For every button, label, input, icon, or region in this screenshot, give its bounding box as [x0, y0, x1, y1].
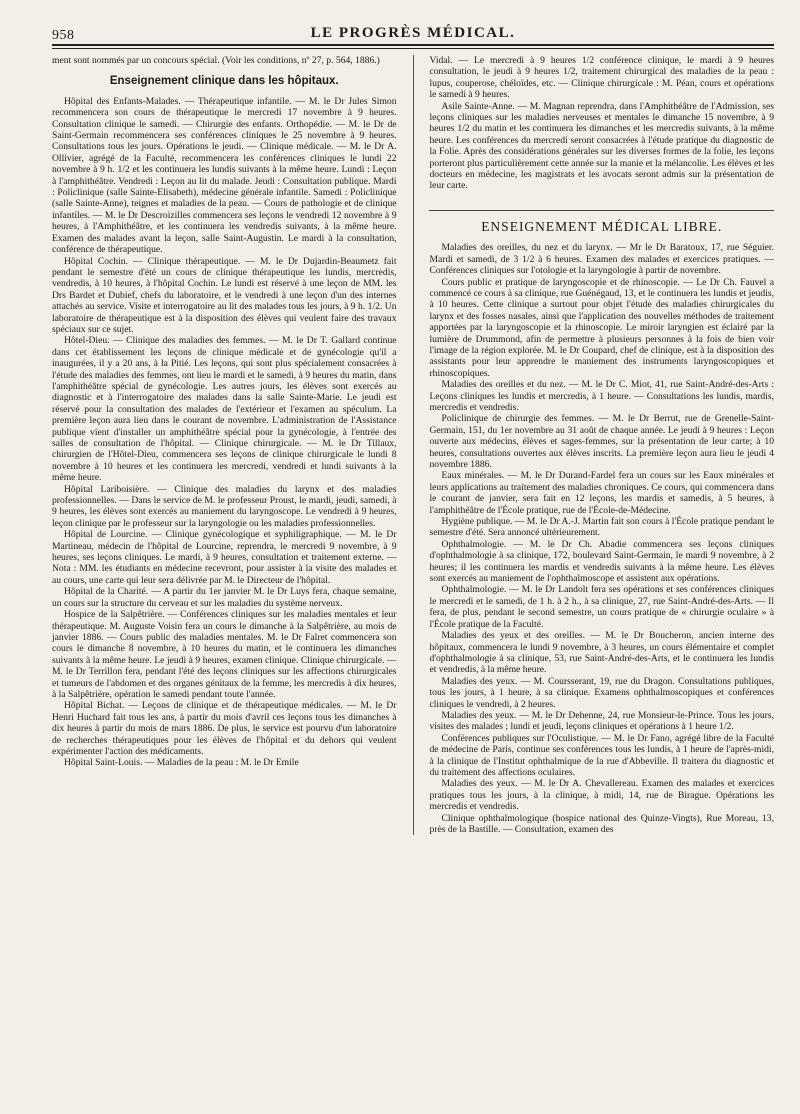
paragraph: Asile Sainte-Anne. — M. Magnan reprendra, dans l'Amphithéâtre de l'Admission, ses leçons cliniques sur les maladies nerveuses et mentales le dimanche 15 novembre, à 9 heures 1/2 du matin et les continuera les dimanches et les mercredis suivants, à la même heure. Les conférences du mercredi seront consacrées à l'étude pratique du diagnostic de la Folie. Après des considérations générales sur les diverses formes de la folie, les leçons porteront plus particulièrement cette année sur la manie et la mélancolie. Les élèves et les docteurs en médecine, les magistrats et les avocats seront admis sur la présentation de leur carte.: [429, 100, 774, 192]
paragraph: Hôpital de la Charité. — A partir du 1er janvier M. le Dr Luys fera, chaque semaine, un cours sur la structure du cerveau et sur les maladies du système nerveux.: [52, 586, 397, 609]
left-column: [52, 55, 397, 835]
paragraph: Hôpital des Enfants-Malades. — Thérapeutique infantile. — M. le Dr Jules Simon recommencera son cours de thérapeutique le mercredi 17 novembre à 9 heures. Consultation clinique le samedi. — Chirurgie des enfants. Orthopédie. — M. le Dr de Saint-Germain recommencera ses conférences cliniques le 25 novembre à 9 heures. Consultations tous les jours. Opérations le jeudi. — Clinique médicale. — M. le Dr A. Ollivier, agrégé de la Faculté, recommencera les conférences cliniques le lundi 22 novembre à 9 h. 1/2 et les continuera les lundis suivants à la même heure. Lundi : Leçon à l'amphithéâtre. Vendredi : Leçon au lit du malade. Jeudi : Consultation publique. Mardi : Policlinique (salle Sainte-Elisabeth), médecine générale infantile. Samedi : Policlinique (salle Sainte-Anne), teignes et maladies de la peau. — Cours de pathologie et de clinique infantiles. — M. le Dr Descroizilles commencera ses leçons le vendredi 12 novembre à 9 heures, à l'Amphithéâtre, et les continuera les vendredis suivants, à la même heure. Examen des malades avant la leçon, salle Saint-Augustin. Le mardi à la consultation, conférence de thérapeutique.: [52, 95, 397, 256]
paragraph: Hôtel-Dieu. — Clinique des maladies des femmes. — M. le Dr T. Gallard continue dans cet établissement les leçons de clinique médicale et de gynécologie qu'il a inaugurées, il y a 20 ans, à la Pitié. Les leçons, qui sont plus spécialement consacrées à l'étude des maladies des femmes, ont lieu le mardi et le samedi, à 9 heures du matin, dans l'amphithéâtre spécial de gynécologie. Les autres jours, les élèves sont exercés au diagnostic et à l'interrogatoire des malades dans la salle Sainte-Marie. Le jeudi est réservé pour la consultation des malades de l'extérieur et l'examen au spéculum. La première leçon aura lieu dans le courant de novembre. L'administration de l'Assistance publique vient d'installer un amphithéâtre spécial pour la gynécologie, à l'entrée des salles de consultation de l'hôpital. — Clinique chirurgicale. — M. le Dr Tillaux, chirurgien de l'Hôtel-Dieu, commencera ses leçons de clinique chirurgicale le lundi 8 novembre à 10 heures et les continuera les mercredi, vendredi et lundi suivants à la même heure.: [52, 335, 397, 484]
paragraph: Maladies des yeux. — M. le Dr Dehenne, 24, rue Monsieur-le-Prince. Tous les jours, visites des malades ; lundi et jeudi, leçons cliniques et opérations à 1 heure 1/2.: [429, 709, 774, 733]
paragraph: Eaux minérales. — M. le Dr Durand-Fardel fera un cours sur les Eaux minérales et leurs applications au traitement des maladies chroniques. Ce cours, qui commencera dans le courant de janvier, sera fait en 12 leçons, les mardis et samedis, à 5 heures, à l'amphithéâtre de l'École pratique, rue de l'École-de-Médecine.: [429, 470, 774, 516]
page-header: [52, 18, 774, 46]
paragraph: Hospice de la Salpêtrière. — Conférences cliniques sur les maladies mentales et leur thérapeutique. M. Auguste Voisin fera un cours le dimanche à la Salpêtrière, au mois de janvier 1886. — Cours public des maladies mentales. M. le Dr Falret commencera son cours le dimanche 8 novembre, à 10 heures du matin, et le continuera les dimanches suivants à la même heure. Le jeudi à 9 heures, examen clinique. Clinique chirurgicale. — M. le Dr Terrillon fera, pendant l'été des leçons cliniques sur les affections chirurgicales et tumeurs de l'abdomen et des organes génitaux de la femme, les mercredis à dix heures, à la Salpêtrière, opération le samedi pendant toute l'année.: [52, 609, 397, 700]
paragraph: Hôpital de Lourcine. — Clinique gynécologique et syphiligraphique. — M. le Dr Martineau, médecin de l'hôpital de Lourcine, reprendra, le mercredi 9 novembre, à 9 heures, ses leçons cliniques. Le mardi, à 9 heures, consultation et traitement externe. — Nota : MM. les étudiants en médecine recevront, pour assister à la visite des malades et au cours, une carte qui leur sera délivrée par M. le Directeur de l'hôpital.: [52, 529, 397, 586]
paragraph: Ophthalmologie. — M. le Dr Ch. Abadie commencera ses leçons cliniques d'ophthalmologie à sa clinique, 172, boulevard Saint-Germain, le mardi 9 novembre, à 2 heures; il les continuera les mardis et vendredis suivants à la même heure. Les élèves sont exercés au maniement de l'ophthalmoscope et assistent aux opérations.: [429, 538, 774, 585]
paragraph: Ophthalmologie. — M. le Dr Landolt fera ses opérations et ses conférences cliniques le mercredi et le samedi, de 1 h. à 2 h., à sa clinique, 27, rue Saint-André-des-Arts. — Il fera, de plus, pendant le second semestre, un cours pratique de « chirurgie oculaire » à l'École pratique de la Faculté.: [429, 584, 774, 630]
paragraph: Hôpital Bichat. — Leçons de clinique et de thérapeutique médicales. — M. le Dr Henri Huchard fait tous les ans, à partir du mois d'avril ces leçons tous les dimanches à dix heures à partir du mois de mars 1886. De plus, le service est pourvu d'un laboratoire de recherches thérapeutiques pour les élèves de l'hôpital et du dehors qui veulent expérimenter l'action des médicaments.: [52, 700, 397, 757]
paragraph: Policlinique de chirurgie des femmes. — M. le Dr Berrut, rue de Grenelle-Saint-Germain, 151, du 1er novembre au 31 août de chaque année. Le jeudi à 9 heures : Leçon ouverte aux médecins, élèves et sages-femmes, sur la présentation de leur carte; à 10 heures, consultations ouvertes aux élèves inscrits. La première leçon aura lieu le jeudi 4 novembre 1886.: [429, 413, 774, 470]
paragraph: Clinique ophthalmologique (hospice national des Quinze-Vingts), Rue Moreau, 13, près de la Bastille. — Consultation, examen des: [429, 812, 774, 835]
section-heading: ENSEIGNEMENT MÉDICAL LIBRE.: [429, 210, 774, 232]
columns: [52, 55, 774, 835]
journal-title: LE PROGRÈS MÉDICAL.: [310, 25, 516, 41]
paragraph: Maladies des yeux. — M. Coursserant, 19, rue du Dragon. Consultations publiques, tous les jours, à 1 heure, à sa clinique. Examens ophthalmoscopiques et conférences cliniques le vendredi, à 2 heures.: [429, 675, 774, 710]
paragraph: Conférences publiques sur l'Oculistique. — M. le Dr Fano, agrégé libre de la Faculté de médecine de Paris, continue ses conférences tous les lundis, à 1 heure de l'après-midi, à la clinique de l'Institut ophthalmique de la rue d'Abbeville. Il traitera du diagnostic et du traitement des affections oculaires.: [429, 732, 774, 778]
column-divider: [413, 55, 414, 835]
paragraph: Maladies des yeux. — M. le Dr A. Chevallereau. Examen des malades et exercices pratiques tous les jours, à la clinique, à midi, 14, rue de Birague. Opérations les mercredis et vendredis.: [429, 778, 774, 813]
section-heading: Enseignement clinique dans les hôpitaux.: [109, 75, 339, 88]
paragraph: Hôpital Saint-Louis. — Maladies de la peau : M. le Dr Emile: [64, 757, 299, 769]
paragraph: Maladies des oreilles et du nez. — M. le Dr C. Miot, 41, rue Saint-André-des-Arts : Leçons cliniques les lundis et mercredis, à 1 heure. — Consultations les lundis, mardis, mercredis et vendredis.: [429, 379, 774, 413]
paragraph: Cours public et pratique de laryngoscopie et de rhinoscopie. — Le Dr Ch. Fauvel a commencé ce cours à sa clinique, rue Guénégaud, 13, et le continuera les lundis et jeudis, à 10 heures. Cette clinique a surtout pour objet l'étude des maladies chirurgicales du larynx et des fosses nasales, ainsi que l'application des nouvelles méthodes de traitement apportées par la laryngoscopie et la rhinoscopie. Le miroir laryngien est éclairé par la lumière de Drummond, afin de permettre à plusieurs personnes à la fois de bien voir l'image de la région explorée. M. le Dr Coupard, chef de clinique, est à la disposition des assistants pour leur apprendre le maniement des instruments laryngoscopiques et rhinoscopiques.: [429, 276, 774, 379]
paragraph: Hôpital Lariboisière. — Clinique des maladies du larynx et des maladies professionnelles. — Dans le service de M. le professeur Proust, le mardi, jeudi, samedi, à 9 heures, les élèves sont exercés au maniement du laryngoscope. Le vendredi à 9 heures, leçon clinique par le professeur sur la laryngologie ou les maladies professionnelles.: [52, 483, 397, 529]
paragraph: Vidal. — Le mercredi à 9 heures 1/2 conférence clinique, le mardi à 9 heures consultation, le jeudi à 9 heures 1/2, traitement chirurgical des maladies de la peau : lupus, couperose, chéloïdes, etc. — Clinique chirurgicale : M. Péan, cours et opérations le samedi à 9 heures.: [429, 55, 774, 101]
paragraph: Hygiène publique. — M. le Dr A.-J. Martin fait son cours à l'École pratique pendant le semestre d'été. Sera annoncé ultérieurement.: [429, 516, 774, 539]
intro-paragraph: ment sont nommés par un concours spécial. (Voir les conditions, nº 27, p. 564, 1886.): [52, 55, 380, 66]
header-rule: [52, 48, 774, 49]
paragraph: Maladies des yeux et des oreilles. — M. le Dr Boucheron, ancien interne des hôpitaux, commencera le lundi 9 novembre, à 3 heures, un cours élémentaire et complet d'ophthalmologie à sa clinique, 53, rue Saint-André-des-Arts, et le continuera les lundis et vendredis, à la même heure.: [429, 630, 774, 676]
page-number: 958: [52, 28, 75, 43]
paragraph: Maladies des oreilles, du nez et du larynx. — Mr le Dr Baratoux, 17, rue Séguier. Mardi et samedi, de 3 1/2 à 6 heures. Examen des malades et exercices pratiques. — Conférences cliniques sur l'otologie et la laryngologie à partir de novembre.: [429, 242, 774, 277]
paragraph: Hôpital Cochin. — Clinique thérapeutique. — M. le Dr Dujardin-Beaumetz fait pendant le semestre d'été un cours de clinique thérapeutique les lundis, mercredis, vendredis, à 10 heures, à l'hôpital Cochin. Le lundi est réservé à une leçon de MM. les Drs Bardet et Dubief, chefs du laboratoire, et le vendredi à une leçon d'un des internes attachés au service. Visite et interrogatoire au lit des malades tous les jours, à 9 h. 1/2. Un laboratoire de thérapeutique est à la disposition des élèves qui veulent faire des travaux spéciaux sur ce sujet.: [52, 255, 397, 335]
right-column: [429, 55, 774, 835]
